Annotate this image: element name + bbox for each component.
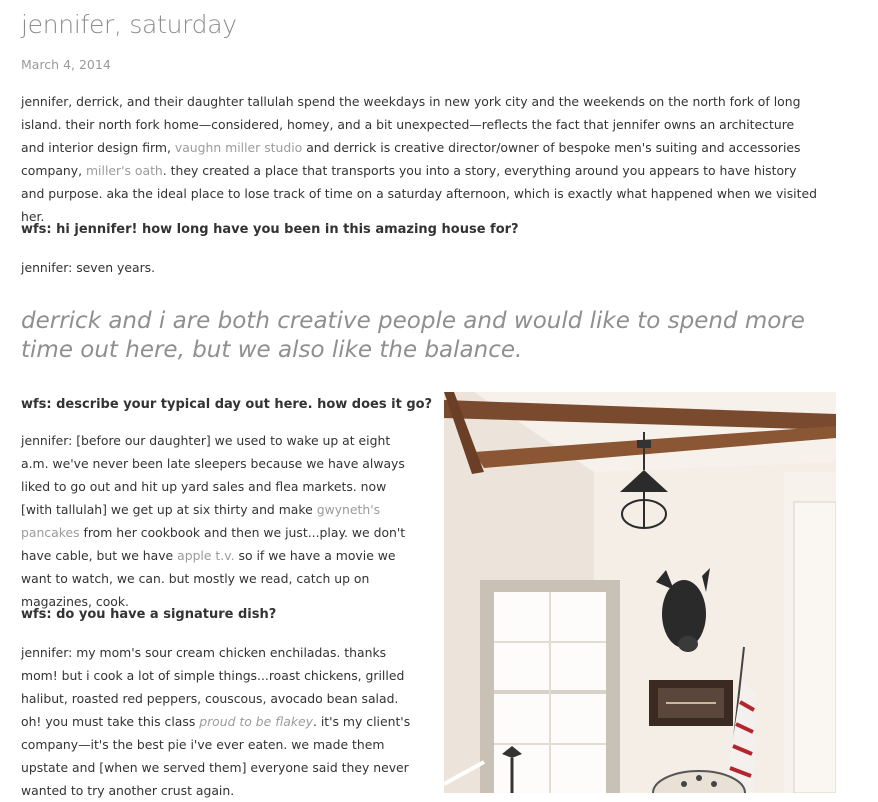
answer-3-text-1: jennifer: my mom's sour cream chicken enchiladas. thanks mom! but i cook a lot of simple things...roast chickens, grilled halibut, roasted red peppers, couscous, avocado bean salad. oh! you must take this class <box>21 645 405 729</box>
answer-3 <box>21 641 411 802</box>
answer-2-text-3: so if we have a movie we want to watch, we can. but mostly we read, catch up on magazines, cook. <box>21 548 396 609</box>
answer-1: jennifer: seven years. <box>21 260 156 275</box>
question-2: wfs: describe your typical day out here. how does it go? <box>21 397 433 412</box>
gwyneths-pancakes-link[interactable]: gwyneth's pancakes <box>21 502 381 540</box>
post-title[interactable]: jennifer, saturday <box>21 10 237 39</box>
post-date: March 4, 2014 <box>21 57 111 72</box>
intro-text-1: jennifer, derrick, and their daughter tallulah spend the weekdays in new york city and the weekends on the north fork of long island. their north fork home—considered, homey, and a bit unexpected—reflects the fact that jennifer owns an architecture and interior design firm, <box>21 94 801 155</box>
pull-quote: derrick and i are both creative people and would like to spend more time out here, but we also like the balance. <box>21 308 805 363</box>
question-1: wfs: hi jennifer! how long have you been in this amazing house for? <box>21 222 519 237</box>
intro-text-3: . they created a place that transports you into a story, everything around you appears to have history and purpose. aka the ideal place to lose track of time on a saturday afternoon, which is exactly what happened when we visited her. <box>21 163 817 224</box>
proud-to-be-flakey-link[interactable]: proud to be flakey <box>199 714 313 729</box>
interior-photo <box>444 392 836 793</box>
interior-photo-illustration <box>444 392 836 793</box>
answer-2 <box>21 429 411 613</box>
millers-oath-link[interactable]: miller's oath <box>85 163 163 178</box>
vaughn-miller-studio-link[interactable]: vaughn miller studio <box>174 140 303 155</box>
answer-3-text-2: . it's my client's company—it's the best pie i've ever eaten. we made them upstate and [when we served them] everyone said they never wanted to try another crust again. <box>21 714 411 798</box>
question-3: wfs: do you have a signature dish? <box>21 607 277 622</box>
answer-2-text-1: jennifer: [before our daughter] we used to wake up at eight a.m. we've never been late sleepers because we have always liked to go out and hit up yard sales and flea markets. now [with tallulah] we get up at six thirty and make <box>21 433 405 517</box>
answer-2-text-2: from her cookbook and then we just...play. we don't have cable, but we have <box>21 525 406 563</box>
intro-text-2: and derrick is creative director/owner of bespoke men's suiting and accessories company, <box>21 140 801 178</box>
intro-paragraph <box>21 90 821 228</box>
apple-tv-link[interactable]: apple t.v. <box>177 548 235 563</box>
